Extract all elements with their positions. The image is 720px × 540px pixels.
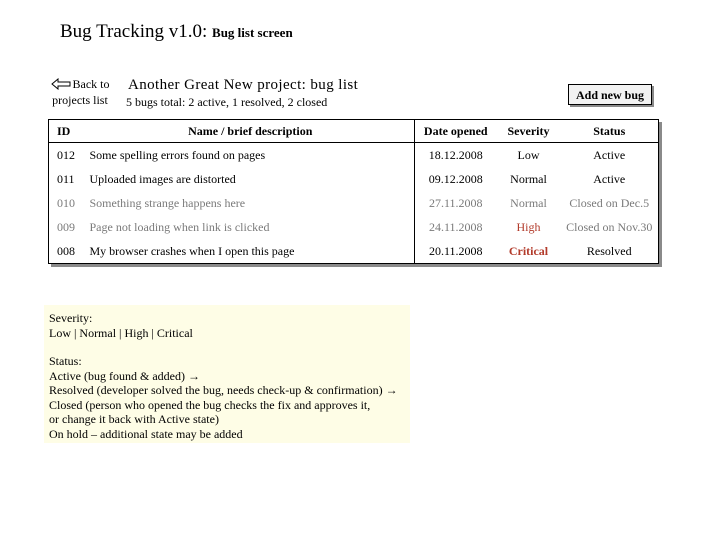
project-title: Another Great New project: bug list xyxy=(128,77,359,93)
bug-name[interactable]: Something strange happens here xyxy=(89,195,246,210)
bug-name[interactable]: Some spelling errors found on pages xyxy=(89,147,266,162)
bug-severity: High xyxy=(516,219,541,234)
back-link-label: Back to xyxy=(72,77,110,91)
bug-summary: 5 bugs total: 2 active, 1 resolved, 2 closed xyxy=(126,95,328,109)
back-arrow-icon xyxy=(51,78,71,93)
column-header-date[interactable]: Date opened xyxy=(415,120,497,143)
column-header-status[interactable]: Status xyxy=(561,120,659,143)
bug-status: Active xyxy=(593,171,626,186)
bug-id: 009 xyxy=(57,219,75,234)
bug-status: Active xyxy=(593,147,626,162)
bug-table xyxy=(48,119,659,264)
column-header-severity[interactable]: Severity xyxy=(497,120,561,143)
bug-name[interactable]: Uploaded images are distorted xyxy=(89,171,236,186)
bug-id: 011 xyxy=(57,171,75,186)
bug-id: 012 xyxy=(57,147,75,162)
legend-severity-values: Low | Normal | High | Critical xyxy=(49,325,193,340)
page-title xyxy=(60,21,293,43)
bug-name[interactable]: Page not loading when link is clicked xyxy=(89,219,270,234)
legend-status-line: or change it back with Active state) xyxy=(49,412,219,426)
table-row[interactable] xyxy=(49,215,659,239)
bug-severity: Normal xyxy=(510,195,547,210)
bug-severity: Low xyxy=(517,147,540,162)
bug-severity: Critical xyxy=(508,243,549,258)
table-header-row xyxy=(49,120,659,143)
column-header-id[interactable]: ID xyxy=(49,120,87,143)
legend-status-line: Active (bug found & added) → xyxy=(49,368,200,383)
table-row[interactable] xyxy=(49,167,659,191)
bug-date: 20.11.2008 xyxy=(415,239,497,264)
legend-status-line: Closed (person who opened the bug checks the fix and approves it, xyxy=(49,397,371,412)
table-row[interactable] xyxy=(49,143,659,168)
legend-status-line: Resolved (developer solved the bug, needs check-up & confirmation) → xyxy=(49,383,398,397)
page-title-text: Bug Tracking v1.0: xyxy=(60,21,208,42)
bug-status: Closed on Dec.5 xyxy=(569,195,650,210)
table-row[interactable] xyxy=(49,191,659,215)
bug-date: 24.11.2008 xyxy=(415,215,497,239)
bug-id: 008 xyxy=(57,243,75,258)
legend-status-title: Status: xyxy=(49,354,82,368)
back-to-projects-link[interactable] xyxy=(46,77,114,107)
bug-status: Closed on Nov.30 xyxy=(566,219,653,234)
bug-severity: Normal xyxy=(510,171,547,186)
bug-id: 010 xyxy=(57,195,75,210)
column-header-name[interactable]: Name / brief description xyxy=(87,120,415,143)
legend-panel xyxy=(44,305,410,443)
bug-name[interactable]: My browser crashes when I open this page xyxy=(89,243,295,258)
page-subtitle: Bug list screen xyxy=(212,25,293,40)
add-new-bug-button[interactable]: Add new bug xyxy=(568,84,652,105)
legend-severity-title: Severity: xyxy=(49,311,93,325)
bug-date: 18.12.2008 xyxy=(415,143,497,168)
bug-date: 27.11.2008 xyxy=(415,191,497,215)
bug-date: 09.12.2008 xyxy=(415,167,497,191)
back-link-label-2: projects list xyxy=(52,92,108,107)
legend-status-line: On hold – additional state may be added xyxy=(49,426,243,441)
table-row[interactable] xyxy=(49,239,659,264)
bug-status: Resolved xyxy=(586,243,632,258)
